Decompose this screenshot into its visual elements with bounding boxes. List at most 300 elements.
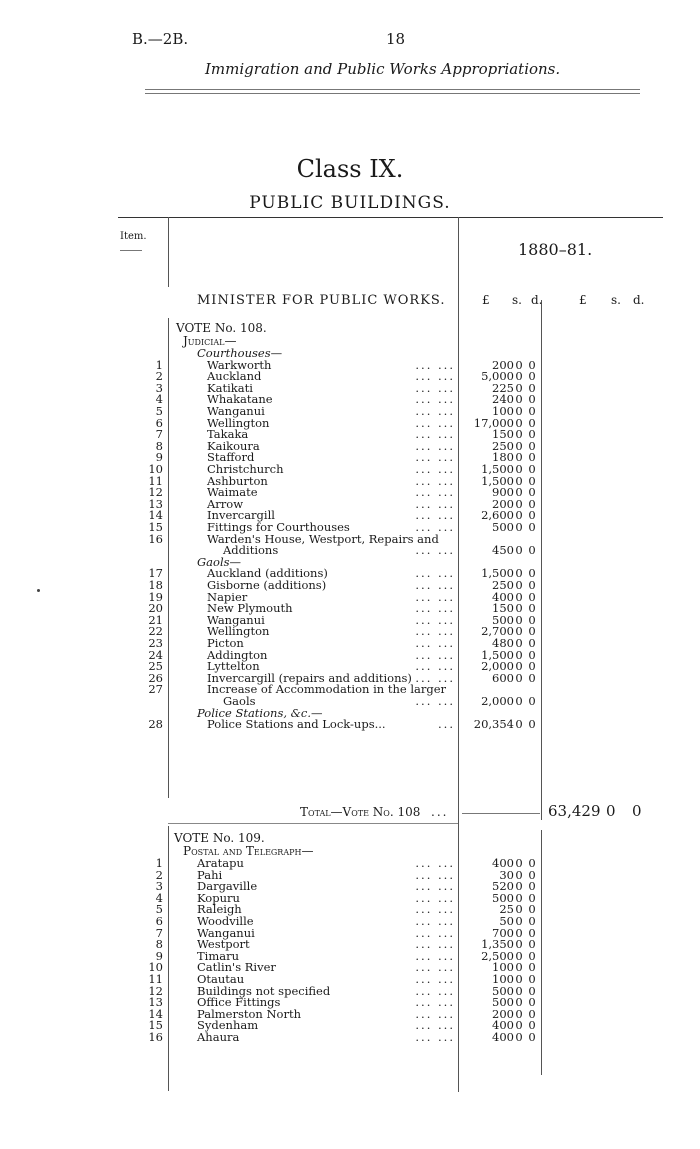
class-subtitle: PUBLIC BUILDINGS.	[249, 193, 451, 213]
leader-dots: ... ...	[415, 972, 455, 986]
item-amount: 240	[492, 392, 514, 407]
item-number: 5	[155, 404, 163, 418]
item-label: Ashburton	[207, 473, 268, 488]
item-label: Increase of Accommodation in the larger	[207, 682, 447, 697]
item-amount: 30	[499, 867, 514, 882]
item-shillings: 0	[515, 450, 523, 465]
subheading: Courthouses—	[197, 346, 283, 360]
item-shillings: 0	[515, 369, 523, 384]
item-amount: 100	[492, 960, 514, 975]
item-shillings: 0	[515, 624, 523, 639]
vote-108-title: VOTE No. 108.	[176, 321, 267, 335]
item-label: Woodville	[197, 914, 254, 928]
item-number: 16	[148, 531, 163, 546]
item-pence: 0	[528, 960, 536, 975]
item-label: Aratapu	[197, 856, 244, 870]
item-pence: 0	[528, 937, 536, 952]
item-number: 25	[148, 659, 163, 674]
leader-dots: ... ...	[415, 450, 455, 465]
subheading: Gaols—	[197, 554, 242, 569]
document-reference: B.—2B.	[132, 30, 189, 48]
item-number: 16	[148, 1030, 163, 1044]
leader-dots: ... ...	[415, 404, 455, 418]
leader-dots: ... ...	[415, 496, 455, 511]
item-amount: 500	[492, 612, 514, 627]
item-amount: 600	[492, 670, 514, 685]
leader-dots: ... ...	[415, 879, 455, 894]
item-header-underline	[120, 250, 142, 251]
item-number: 10	[148, 462, 163, 476]
leader-dots: ... ...	[415, 578, 455, 592]
leader-dots: ... ...	[415, 624, 455, 639]
item-shillings: 0	[515, 925, 523, 940]
item-shillings: 0	[515, 670, 523, 685]
item-pence: 0	[528, 983, 536, 998]
stray-mark	[37, 589, 40, 592]
leader-dots: ... ...	[415, 566, 455, 581]
leader-dots: ... ...	[415, 925, 455, 940]
item-label: Catlin's River	[197, 960, 276, 975]
item-amount: 450	[492, 543, 514, 558]
item-label: Auckland (additions)	[207, 566, 328, 581]
item-shillings: 0	[515, 890, 523, 905]
item-number: 7	[155, 427, 163, 442]
item-label: Takaka	[207, 427, 249, 442]
leader-dots: ... ...	[415, 983, 455, 998]
item-shillings: 0	[515, 694, 523, 708]
item-shillings: 0	[515, 357, 523, 372]
item-shillings: 0	[515, 1018, 523, 1033]
leader-dots: ... ...	[415, 543, 455, 558]
item-shillings: 0	[515, 659, 523, 674]
item-amount: 1,500	[481, 473, 514, 488]
item-number: 20	[148, 601, 163, 616]
subheading: Police Stations, &c.—	[197, 705, 323, 720]
item-shillings: 0	[515, 473, 523, 488]
item-shillings: 0	[515, 717, 523, 732]
leader-dots: ... ...	[415, 462, 455, 476]
vote-108-total-amount: 63,429	[548, 802, 601, 820]
leader-dots: ... ...	[415, 1030, 455, 1044]
item-amount: 20,354	[473, 717, 514, 732]
item-amount: 400	[492, 1030, 514, 1044]
leader-dots: ... ...	[415, 392, 455, 407]
table-row	[0, 1031, 700, 1044]
item-amount: 500	[492, 520, 514, 534]
pence-total-column-header: d.	[633, 293, 645, 307]
item-amount: 2,700	[481, 624, 514, 639]
item-number: 21	[148, 612, 163, 627]
item-label: Gisborne (additions)	[207, 578, 327, 592]
item-label: Warkworth	[207, 357, 272, 372]
item-number: 8	[155, 438, 163, 453]
leader-dots: ... ...	[415, 601, 455, 616]
item-amount: 100	[492, 404, 514, 418]
item-pence: 0	[528, 508, 536, 523]
item-amount: 2,000	[481, 694, 514, 708]
item-shillings: 0	[515, 543, 523, 558]
item-amount: 480	[492, 636, 514, 650]
leader-dots: ... ...	[415, 902, 455, 917]
vote-108-section: Judicial—	[183, 334, 237, 348]
leader-dots: ... ...	[415, 485, 455, 500]
item-shillings: 0	[515, 1006, 523, 1021]
item-label: Dargaville	[197, 879, 258, 894]
item-label: Wanganui	[207, 612, 265, 627]
item-shillings: 0	[515, 972, 523, 986]
item-pence: 0	[528, 1030, 536, 1044]
item-pence: 0	[528, 659, 536, 674]
page-number: 18	[386, 30, 406, 48]
leader-dots: ... ...	[415, 914, 455, 928]
leader-dots: ... ...	[415, 647, 455, 662]
item-pence: 0	[528, 438, 536, 453]
leader-dots: ... ...	[415, 612, 455, 627]
leader-dots: ... ...	[415, 473, 455, 488]
item-shillings: 0	[515, 578, 523, 592]
item-label: Kaikoura	[207, 438, 260, 453]
item-label: Whakatane	[207, 392, 273, 407]
item-amount: 150	[492, 427, 514, 442]
header-rule-double	[145, 93, 640, 94]
item-shillings: 0	[515, 601, 523, 616]
item-label: Lyttelton	[207, 659, 260, 674]
leader-dots: ... ...	[415, 659, 455, 674]
item-shillings: 0	[515, 948, 523, 963]
minister-heading: MINISTER FOR PUBLIC WORKS.	[197, 293, 446, 308]
item-amount: 180	[492, 450, 514, 465]
item-label: Napier	[207, 589, 248, 604]
class-title: Class IX.	[296, 155, 404, 183]
item-amount: 225	[492, 380, 514, 395]
item-pence: 0	[528, 995, 536, 1010]
item-number: 24	[148, 647, 163, 662]
item-column-header: Item.	[120, 231, 147, 242]
item-number: 10	[148, 960, 163, 975]
item-label: New Plymouth	[207, 601, 293, 616]
item-number: 19	[148, 589, 163, 604]
item-pence: 0	[528, 392, 536, 407]
item-label: Waimate	[207, 485, 258, 500]
item-number: 7	[155, 925, 163, 940]
item-pence: 0	[528, 1006, 536, 1021]
item-shillings: 0	[515, 485, 523, 500]
item-label: Westport	[197, 937, 250, 952]
total-rule	[462, 813, 540, 814]
table-row	[0, 718, 700, 731]
item-number: 13	[148, 496, 163, 511]
item-amount: 400	[492, 856, 514, 870]
item-amount: 250	[492, 438, 514, 453]
item-pence: 0	[528, 520, 536, 534]
item-pence: 0	[528, 879, 536, 894]
item-number: 28	[148, 717, 163, 732]
item-amount: 200	[492, 496, 514, 511]
item-shillings: 0	[515, 427, 523, 442]
item-amount: 5,000	[481, 369, 514, 384]
item-pence: 0	[528, 670, 536, 685]
item-label: Pahi	[197, 867, 223, 882]
item-amount: 1,500	[481, 462, 514, 476]
item-amount: 1,500	[481, 566, 514, 581]
item-label: Police Stations and Lock-ups...	[207, 717, 386, 732]
pound-total-column-header: £	[579, 293, 587, 307]
item-amount: 700	[492, 925, 514, 940]
item-number: 11	[148, 473, 163, 488]
item-number: 11	[148, 972, 163, 986]
leader-dots: ... ...	[415, 589, 455, 604]
vote-109-title: VOTE No. 109.	[174, 831, 265, 845]
item-label: Office Fittings	[197, 995, 281, 1010]
item-label: Kopuru	[197, 890, 240, 905]
item-pence: 0	[528, 694, 536, 708]
item-amount: 200	[492, 357, 514, 372]
item-pence: 0	[528, 948, 536, 963]
item-label: Katikati	[207, 380, 253, 395]
item-pence: 0	[528, 369, 536, 384]
item-number: 9	[155, 948, 163, 963]
item-label: Palmerston North	[197, 1006, 301, 1021]
item-shillings: 0	[515, 636, 523, 650]
item-pence: 0	[528, 462, 536, 476]
item-pence: 0	[528, 380, 536, 395]
item-shillings: 0	[515, 937, 523, 952]
item-amount: 2,500	[481, 948, 514, 963]
item-number: 3	[155, 879, 163, 894]
leader-dots: ... ...	[415, 1018, 455, 1033]
item-shillings: 0	[515, 960, 523, 975]
item-label: Timaru	[197, 948, 240, 963]
item-number: 2	[155, 867, 163, 882]
leader-dots: ... ...	[415, 995, 455, 1010]
item-number: 12	[148, 485, 163, 500]
leader-dots: ... ...	[415, 694, 455, 708]
vote-108-total-shillings: 0	[606, 802, 616, 820]
item-number: 15	[148, 1018, 163, 1033]
item-number: 6	[155, 415, 163, 430]
item-label: Arrow	[207, 496, 244, 511]
item-shillings: 0	[515, 508, 523, 523]
item-shillings: 0	[515, 879, 523, 894]
leader-dots: ... ...	[415, 948, 455, 963]
shilling-total-column-header: s.	[611, 293, 621, 307]
item-label: Fittings for Courthouses	[207, 520, 350, 534]
item-label: Wanganui	[197, 925, 255, 940]
item-shillings: 0	[515, 462, 523, 476]
item-label: Invercargill	[207, 508, 275, 523]
item-number: 6	[155, 914, 163, 928]
item-number: 13	[148, 995, 163, 1010]
item-number: 4	[155, 890, 163, 905]
leader-dots: ...	[438, 717, 455, 732]
item-amount: 50	[499, 914, 514, 928]
leader-dots: ... ...	[415, 890, 455, 905]
item-pence: 0	[528, 496, 536, 511]
item-number: 26	[148, 670, 163, 685]
item-shillings: 0	[515, 438, 523, 453]
item-label: Stafford	[207, 450, 255, 465]
item-number: 22	[148, 624, 163, 639]
item-label: Auckland	[207, 369, 262, 384]
item-shillings: 0	[515, 647, 523, 662]
item-shillings: 0	[515, 902, 523, 917]
item-label: Wellington	[207, 624, 270, 639]
item-amount: 1,500	[481, 647, 514, 662]
item-label: Christchurch	[207, 462, 284, 476]
leader-dots: ... ...	[415, 438, 455, 453]
item-number: 23	[148, 636, 163, 650]
header-rule	[145, 89, 640, 90]
item-pence: 0	[528, 647, 536, 662]
item-shillings: 0	[515, 404, 523, 418]
item-amount: 520	[492, 879, 514, 894]
item-number: 1	[155, 357, 163, 372]
leader-dots: ... ...	[415, 670, 455, 685]
year-header: 1880–81.	[518, 240, 593, 259]
item-pence: 0	[528, 543, 536, 558]
item-shillings: 0	[515, 589, 523, 604]
item-number: 2	[155, 369, 163, 384]
item-shillings: 0	[515, 867, 523, 882]
item-amount: 17,000	[473, 415, 514, 430]
item-shillings: 0	[515, 380, 523, 395]
item-pence: 0	[528, 427, 536, 442]
item-amount: 500	[492, 995, 514, 1010]
item-pence: 0	[528, 473, 536, 488]
vote-108-total-label: Total—Vote No. 108	[300, 805, 421, 819]
item-pence: 0	[528, 578, 536, 592]
item-label: Buildings not specified	[197, 983, 331, 998]
item-pence: 0	[528, 914, 536, 928]
leader-dots: ... ...	[415, 427, 455, 442]
item-pence: 0	[528, 404, 536, 418]
leader-dots: ... ...	[415, 369, 455, 384]
page-title: Immigration and Public Works Appropriations.	[205, 60, 561, 78]
item-amount: 150	[492, 601, 514, 616]
item-amount: 100	[492, 972, 514, 986]
item-label: Wellington	[207, 415, 270, 430]
item-number: 8	[155, 937, 163, 952]
item-pence: 0	[528, 612, 536, 627]
item-shillings: 0	[515, 496, 523, 511]
item-pence: 0	[528, 972, 536, 986]
total-leader-dots: ...	[431, 805, 449, 819]
item-pence: 0	[528, 450, 536, 465]
item-shillings: 0	[515, 612, 523, 627]
item-pence: 0	[528, 357, 536, 372]
item-pence: 0	[528, 856, 536, 870]
item-label: Sydenham	[197, 1018, 259, 1033]
item-pence: 0	[528, 902, 536, 917]
item-number: 14	[148, 508, 163, 523]
item-number: 18	[148, 578, 163, 592]
item-amount: 900	[492, 485, 514, 500]
item-label: Gaols	[223, 694, 256, 708]
leader-dots: ... ...	[415, 636, 455, 650]
table-top-rule	[118, 217, 663, 218]
item-number: 14	[148, 1006, 163, 1021]
item-amount: 1,350	[481, 937, 514, 952]
item-pence: 0	[528, 485, 536, 500]
pound-column-header: £	[482, 293, 490, 307]
item-amount: 2,600	[481, 508, 514, 523]
item-amount: 200	[492, 1006, 514, 1021]
item-label: Wanganui	[207, 404, 265, 418]
item-label: Raleigh	[197, 902, 242, 917]
item-pence: 0	[528, 925, 536, 940]
item-number: 12	[148, 983, 163, 998]
item-shillings: 0	[515, 566, 523, 581]
item-pence: 0	[528, 717, 536, 732]
item-number: 1	[155, 856, 163, 870]
item-pence: 0	[528, 589, 536, 604]
leader-dots: ... ...	[415, 1006, 455, 1021]
item-label: Picton	[207, 636, 244, 650]
item-number: 5	[155, 902, 163, 917]
item-shillings: 0	[515, 415, 523, 430]
item-label: Ahaura	[197, 1030, 240, 1044]
total-separator	[168, 823, 458, 824]
leader-dots: ... ...	[415, 867, 455, 882]
item-pence: 0	[528, 415, 536, 430]
item-shillings: 0	[515, 392, 523, 407]
item-column-divider	[168, 217, 169, 287]
leader-dots: ... ...	[415, 508, 455, 523]
item-amount: 250	[492, 578, 514, 592]
item-pence: 0	[528, 1018, 536, 1033]
item-shillings: 0	[515, 983, 523, 998]
item-shillings: 0	[515, 1030, 523, 1044]
item-amount: 500	[492, 983, 514, 998]
item-number: 27	[148, 682, 163, 697]
shilling-column-header: s.	[512, 293, 522, 307]
leader-dots: ... ...	[415, 960, 455, 975]
item-label: Otautau	[197, 972, 245, 986]
leader-dots: ... ...	[415, 415, 455, 430]
item-number: 4	[155, 392, 163, 407]
item-label: Invercargill (repairs and additions)	[207, 670, 412, 685]
item-shillings: 0	[515, 914, 523, 928]
item-number: 17	[148, 566, 163, 581]
item-pence: 0	[528, 566, 536, 581]
item-shillings: 0	[515, 856, 523, 870]
pence-column-header: d.	[531, 293, 543, 307]
item-pence: 0	[528, 890, 536, 905]
item-label: Warden's House, Westport, Repairs and	[207, 531, 439, 546]
item-amount: 400	[492, 589, 514, 604]
item-pence: 0	[528, 624, 536, 639]
item-label: Addington	[207, 647, 268, 662]
item-label: Additions	[223, 543, 279, 558]
leader-dots: ... ...	[415, 380, 455, 395]
vote-109-section: Postal and Telegraph—	[183, 844, 314, 858]
item-amount: 400	[492, 1018, 514, 1033]
item-number: 15	[148, 520, 163, 534]
item-amount: 25	[499, 902, 514, 917]
item-amount: 500	[492, 890, 514, 905]
leader-dots: ... ...	[415, 520, 455, 534]
item-number: 3	[155, 380, 163, 395]
leader-dots: ... ...	[415, 856, 455, 870]
item-shillings: 0	[515, 995, 523, 1010]
leader-dots: ... ...	[415, 357, 455, 372]
item-pence: 0	[528, 636, 536, 650]
item-pence: 0	[528, 867, 536, 882]
item-amount: 2,000	[481, 659, 514, 674]
leader-dots: ... ...	[415, 937, 455, 952]
item-pence: 0	[528, 601, 536, 616]
vote-108-total-pence: 0	[632, 802, 642, 820]
